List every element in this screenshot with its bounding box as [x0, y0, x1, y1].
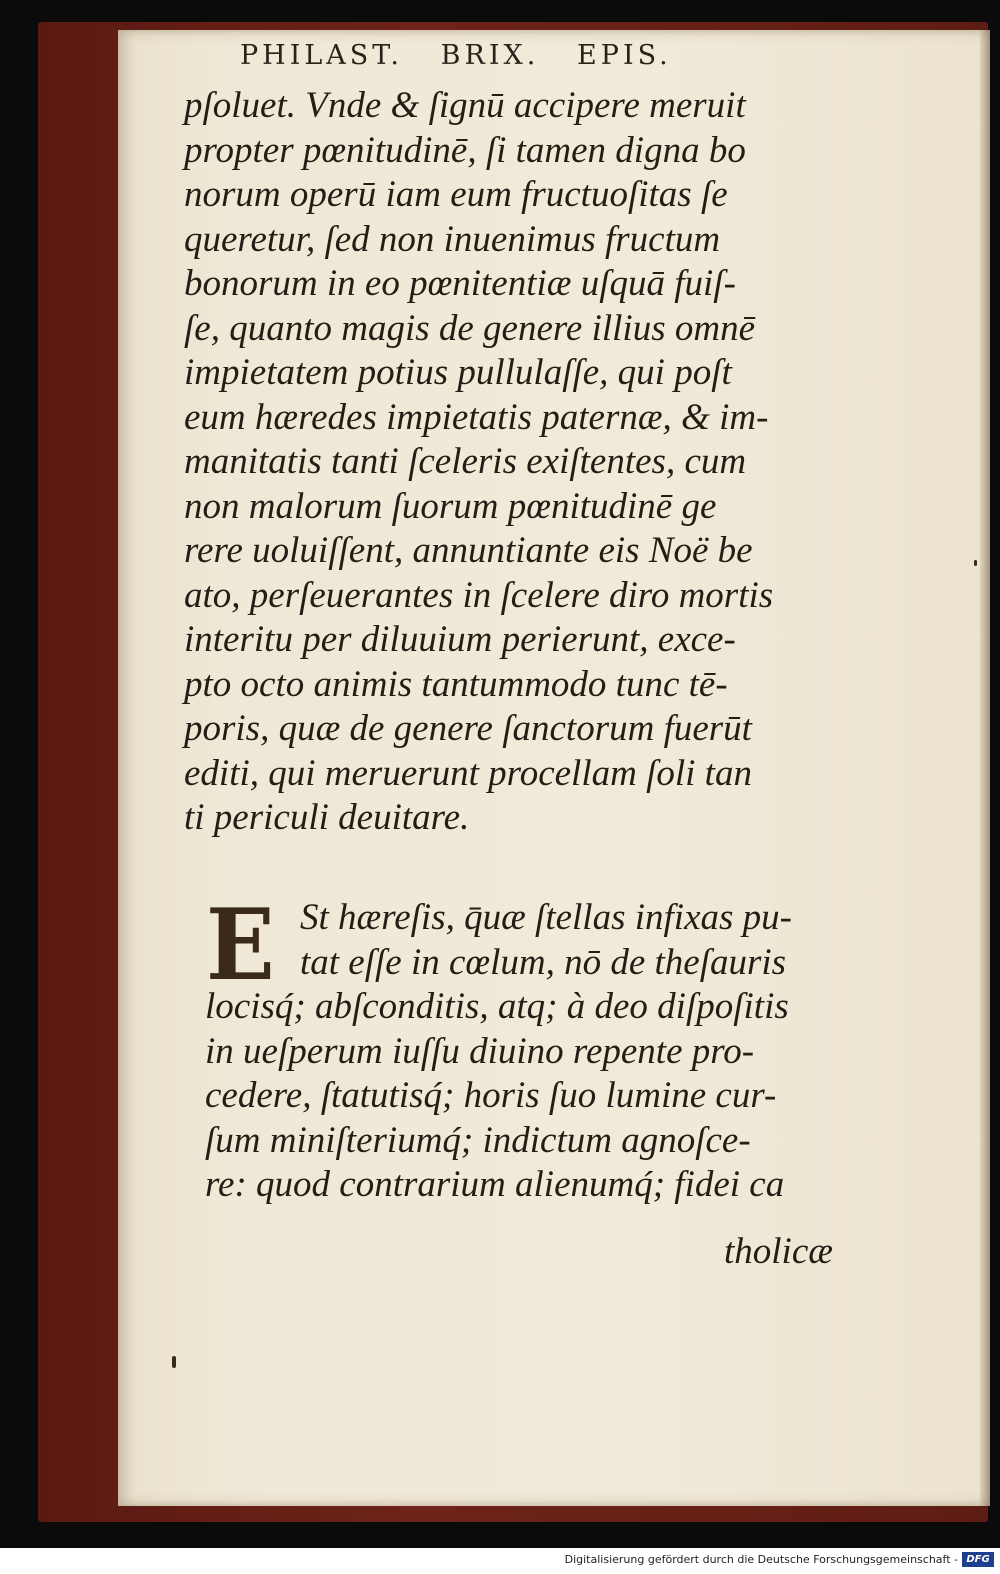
- page-edge: [980, 30, 990, 1506]
- text-line: ato, perſeuerantes in ſcelere diro mortis: [184, 574, 774, 616]
- text-line: pſoluet. Vnde & ſignū accipere meruit: [184, 85, 746, 126]
- body-text: [184, 84, 864, 841]
- text-line: editi, qui meruerunt procellam ſoli tan: [184, 752, 752, 794]
- text-line: locisq́; abſconditis, atq; à deo diſpoſitis: [205, 986, 789, 1027]
- section-heresy-text: [205, 888, 885, 1208]
- text-line: rere uoluiſſent, annuntiante eis Noë be: [184, 530, 753, 571]
- footer-bar: [0, 1548, 1000, 1574]
- dfg-logo: DFG: [962, 1552, 994, 1567]
- text-line: interitu per diluuium perierunt, exce-: [184, 619, 736, 660]
- text-line: tat eſſe in cœlum, nō de theſauris: [300, 941, 787, 983]
- text-line: poris, quæ de genere ſanctorum fuerūt: [184, 708, 752, 749]
- ink-speck: [974, 560, 977, 566]
- text-line: ſe, quanto magis de genere illius omnē: [184, 307, 756, 349]
- text-line: bonorum in eo pœnitentiæ uſquā fuiſ-: [184, 263, 736, 304]
- ink-speck: [172, 1356, 176, 1368]
- text-line: ti periculi deuitare.: [184, 797, 470, 838]
- text-line: in ueſperum iuſſu diuino repente pro-: [205, 1030, 755, 1072]
- footer-credit: Digitalisierung gefördert durch die Deutsche Forschungsgemeinschaft -: [564, 1553, 958, 1566]
- drop-cap-initial: E: [205, 888, 275, 1003]
- text-line: re: quod contrarium alienumq́; fidei ca: [205, 1164, 785, 1205]
- text-line: pto octo animis tantummodo tunc tē-: [184, 663, 728, 705]
- text-line: impietatem potius pullulaſſe, qui poſt: [184, 352, 732, 393]
- text-line: propter pœnitudinē, ſi tamen digna bo: [184, 129, 746, 171]
- catchword: tholicæ: [724, 1231, 833, 1272]
- text-line: norum operū iam eum fructuoſitas ſe: [184, 174, 728, 215]
- text-line: ſum miniſteriumq́; indictum agnoſce-: [205, 1119, 751, 1161]
- text-line: eum hæredes impietatis paternæ, & im-: [184, 396, 769, 438]
- text-line: St hæreſis, q̄uæ ſtellas infixas pu-: [300, 897, 792, 938]
- text-line: queretur, ſed non inuenimus fructum: [184, 218, 721, 260]
- text-line: cedere, ſtatutisq́; horis ſuo lumine cur-: [205, 1075, 777, 1116]
- running-head: PHILAST. BRIX. EPIS.: [240, 40, 672, 71]
- text-line: non malorum ſuorum pœnitudinē ge: [184, 485, 717, 527]
- text-line: manitatis tanti ſceleris exiſtentes, cum: [184, 441, 747, 482]
